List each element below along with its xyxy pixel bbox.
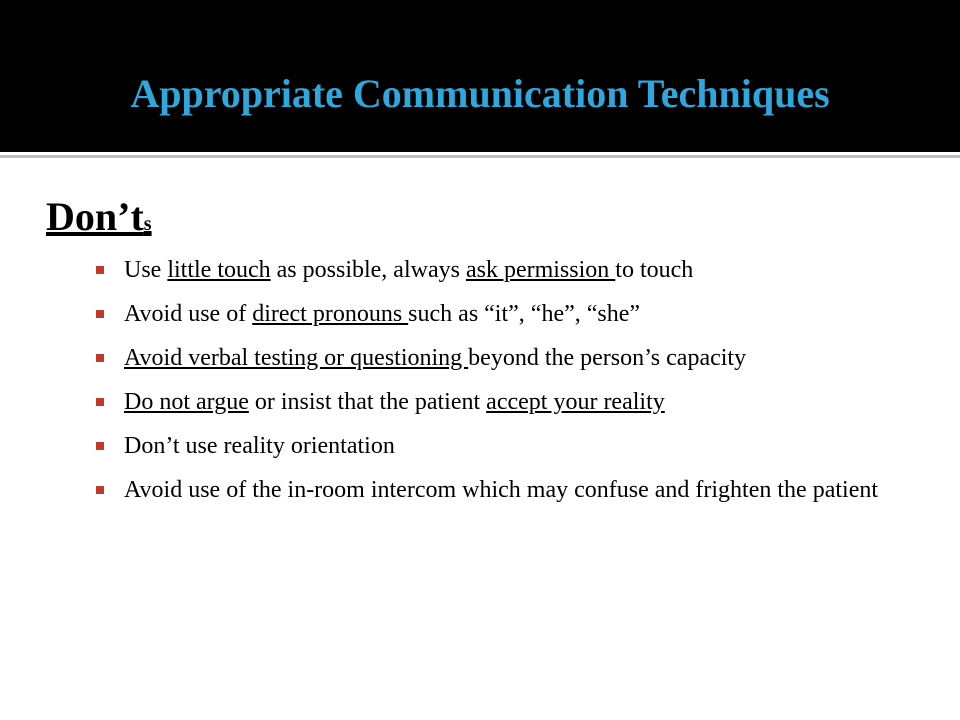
section-heading bbox=[46, 193, 152, 248]
bullet-marker-icon bbox=[96, 486, 104, 494]
bullet-text: Don’t use reality orientation bbox=[124, 433, 395, 459]
underlined-text: direct pronouns bbox=[252, 301, 409, 327]
bullet-item bbox=[92, 430, 892, 462]
title-divider bbox=[0, 155, 960, 158]
underlined-text: Do not argue bbox=[124, 389, 249, 415]
bullet-marker-icon bbox=[96, 398, 104, 406]
bullet-text: Use bbox=[124, 257, 168, 283]
section-heading-main: Don’t bbox=[46, 194, 144, 239]
bullet-text: Avoid use of the in-room intercom which may confuse and frighten the patient bbox=[124, 477, 879, 503]
bullet-marker-icon bbox=[96, 354, 104, 362]
bullet-item bbox=[92, 342, 892, 374]
bullet-marker-icon bbox=[96, 442, 104, 450]
bullet-marker-icon bbox=[96, 310, 104, 318]
bullet-text: Avoid use of bbox=[124, 301, 253, 327]
bullet-item bbox=[92, 474, 892, 506]
bullet-marker-icon bbox=[96, 266, 104, 274]
section-heading-suffix: s bbox=[143, 213, 152, 235]
bullet-item bbox=[92, 386, 892, 418]
bullet-text: to touch bbox=[615, 257, 694, 283]
bullet-item bbox=[92, 298, 892, 330]
bullet-list bbox=[92, 254, 892, 518]
bullet-item bbox=[92, 254, 892, 286]
underlined-text: accept your reality bbox=[486, 389, 665, 415]
bullet-text: beyond the person’s capacity bbox=[468, 345, 747, 371]
underlined-text: Avoid verbal testing or questioning bbox=[124, 345, 469, 371]
title-bar bbox=[0, 0, 960, 152]
slide-title: Appropriate Communication Techniques bbox=[130, 71, 830, 116]
bullet-text: or insist that the patient bbox=[248, 389, 487, 415]
underlined-text: little touch bbox=[167, 257, 271, 283]
underlined-text: ask permission bbox=[465, 257, 616, 283]
bullet-text: as possible, always bbox=[270, 257, 466, 283]
bullet-text: such as “it”, “he”, “she” bbox=[408, 301, 641, 327]
